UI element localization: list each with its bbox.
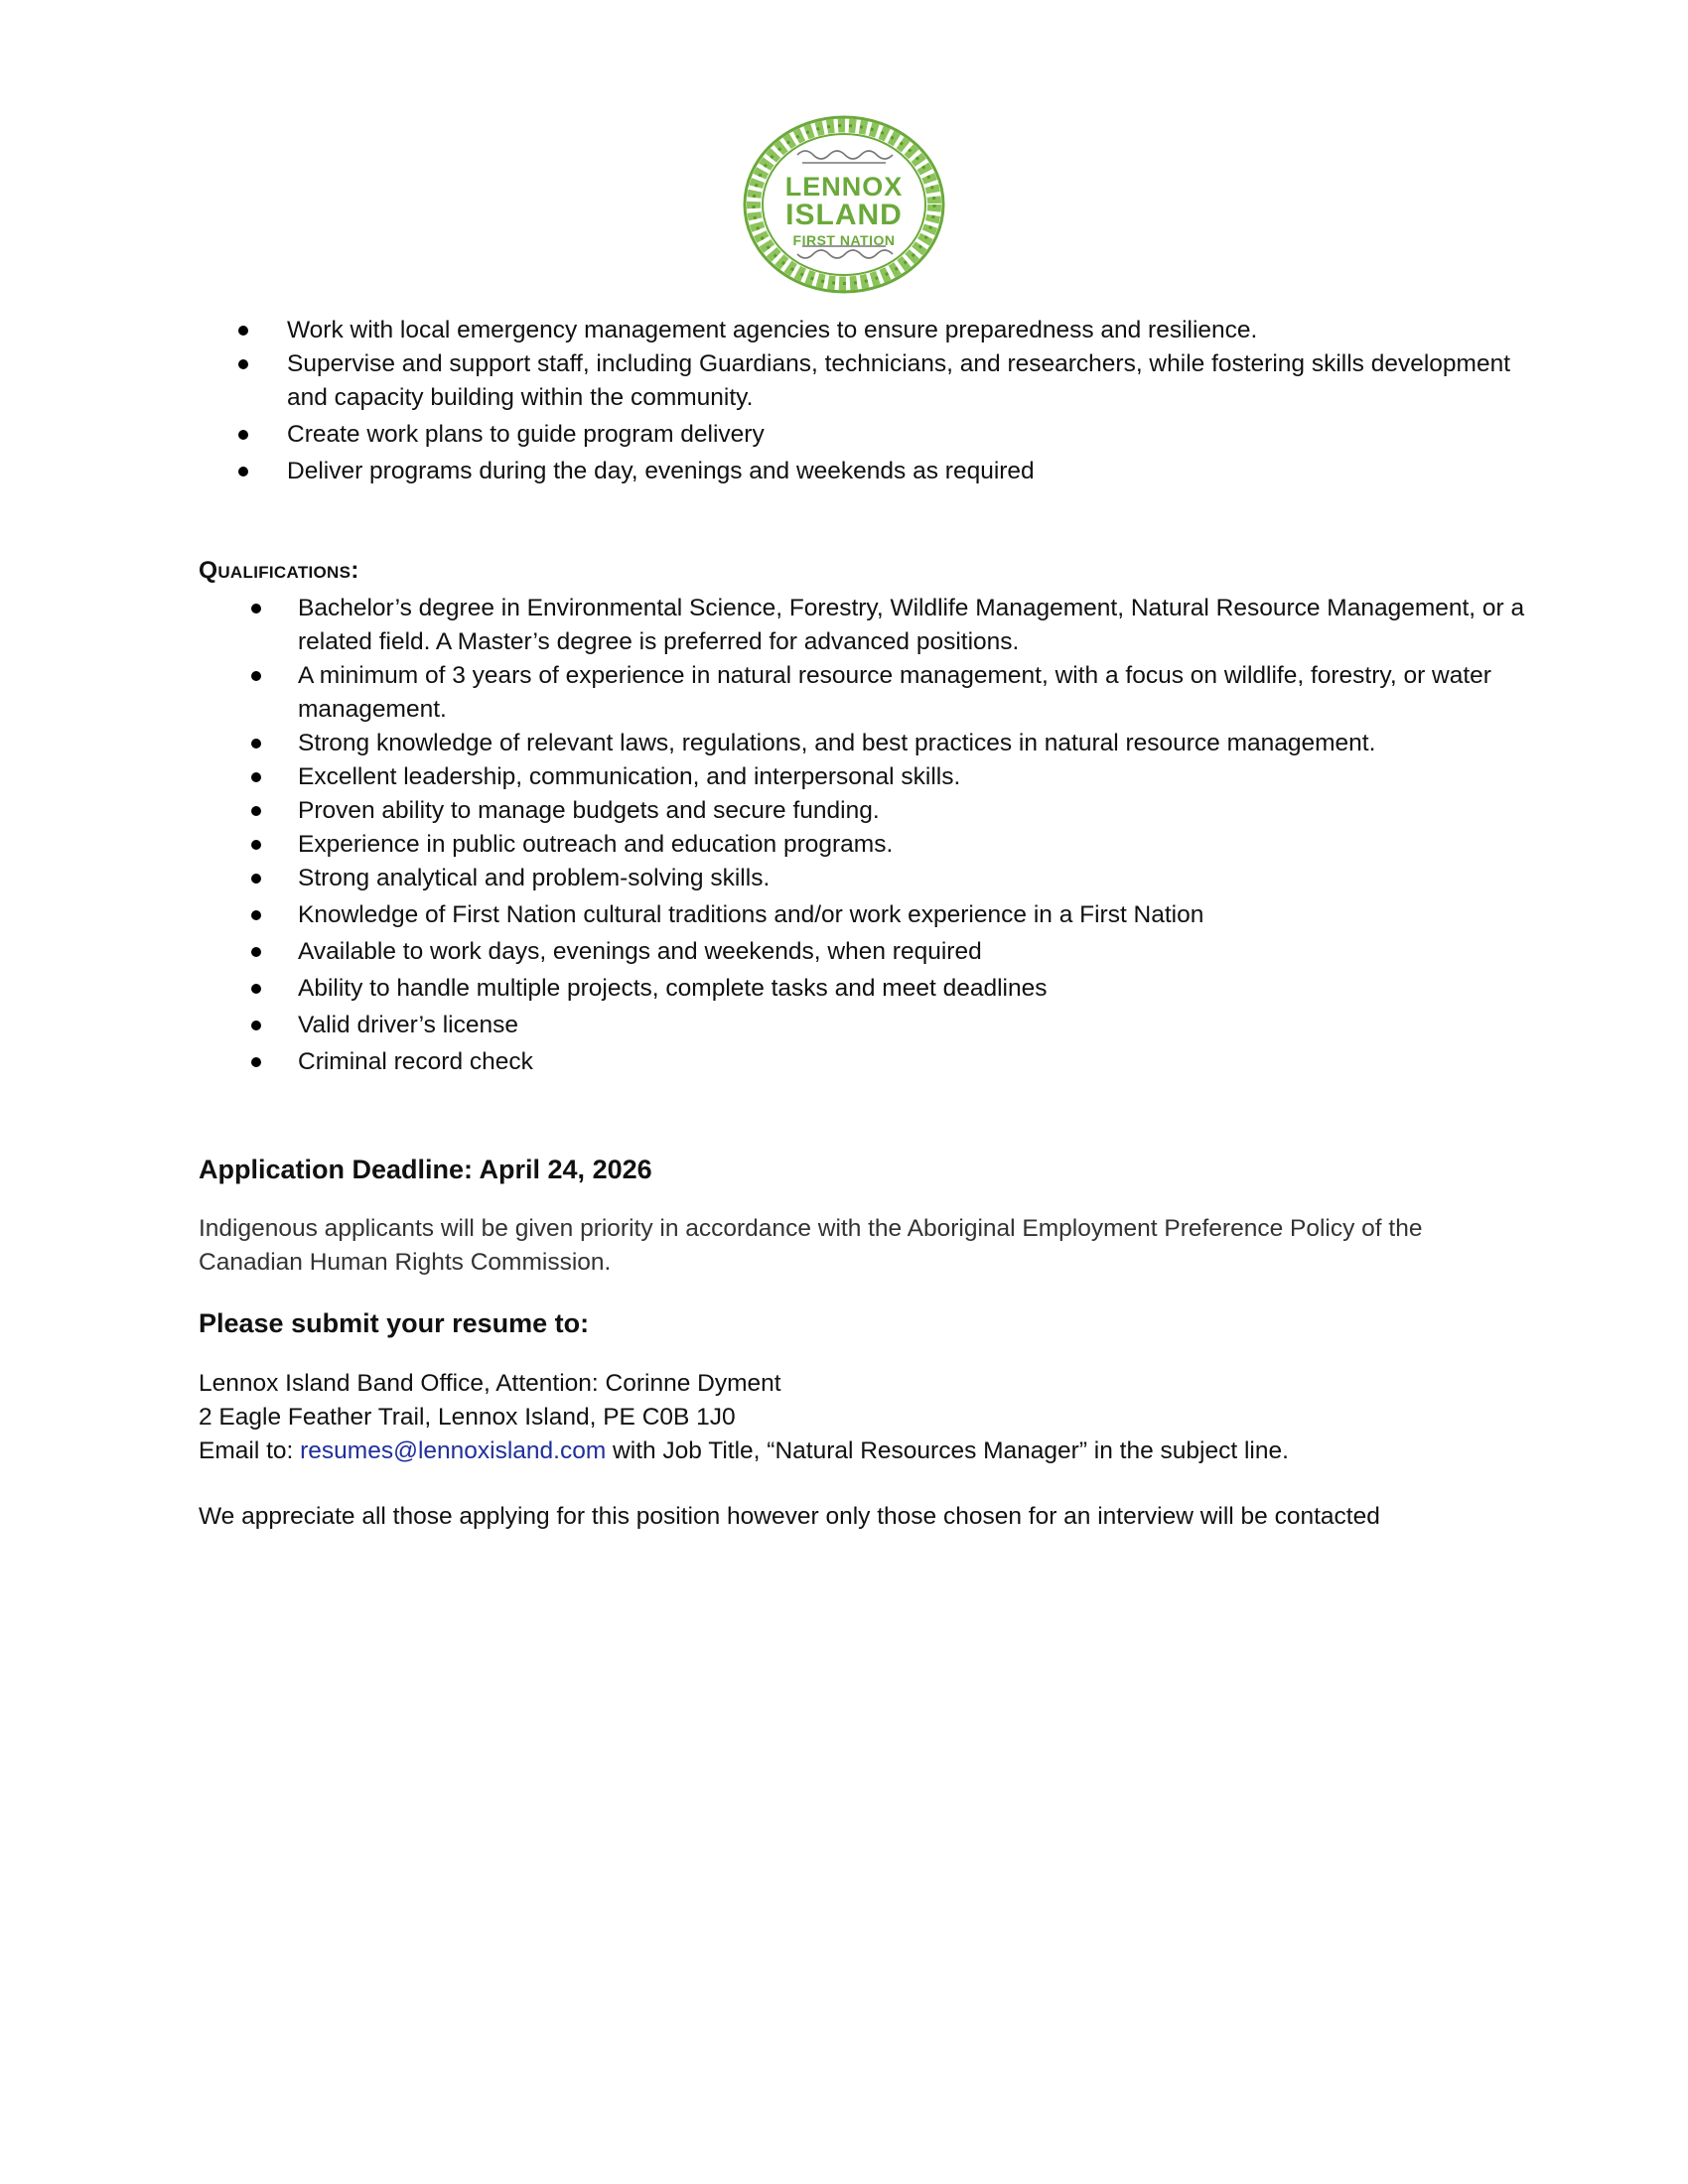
closing-statement: We appreciate all those applying for this position however only those chosen for an interview will be contacted <box>199 1503 1380 1530</box>
qualification-text: Valid driver’s license <box>298 1012 518 1038</box>
qualification-text: Strong analytical and problem-solving skills. <box>298 865 771 891</box>
bullet-icon <box>251 1057 261 1067</box>
qualification-text: Knowledge of First Nation cultural traditions and/or work experience in a First Nation <box>298 901 1204 928</box>
bullet-icon <box>251 984 261 994</box>
bullet-icon <box>251 739 261 749</box>
indigenous-priority-note: Indigenous applicants will be given priority in accordance with the Aboriginal Employment Preference Policy of the Canadian Human Rights Commission. <box>199 1215 1423 1276</box>
qualification-text: Available to work days, evenings and weekends, when required <box>298 938 982 965</box>
contact-address <box>199 1367 1529 1468</box>
list-item <box>298 760 1529 794</box>
qualification-text: Proven ability to manage budgets and secure funding. <box>298 797 880 824</box>
bullet-icon <box>238 359 248 369</box>
logo-text-island: ISLAND <box>785 199 903 231</box>
submit-heading: Please submit your resume to: <box>199 1308 590 1338</box>
bullet-icon <box>251 1021 261 1030</box>
bullet-icon <box>251 806 261 816</box>
list-item <box>298 898 1529 932</box>
list-item <box>287 347 1518 415</box>
list-item <box>298 727 1529 760</box>
lennox-island-logo <box>743 115 945 294</box>
qualification-text: Criminal record check <box>298 1048 533 1075</box>
bullet-icon <box>238 467 248 477</box>
bullet-icon <box>251 772 261 782</box>
application-deadline: Application Deadline: April 24, 2026 <box>199 1155 652 1184</box>
bullet-icon <box>251 604 261 614</box>
duty-text: Work with local emergency management agencies to ensure preparedness and resilience. <box>287 317 1258 343</box>
list-item <box>287 418 1518 452</box>
list-item <box>298 935 1529 969</box>
list-item <box>298 1009 1529 1042</box>
qualification-text: Experience in public outreach and education programs. <box>298 831 894 858</box>
bullet-icon <box>251 910 261 920</box>
list-item <box>298 1045 1529 1079</box>
bullet-icon <box>251 947 261 957</box>
address-line-office: Lennox Island Band Office, Attention: Corinne Dyment <box>199 1370 781 1397</box>
list-item <box>298 592 1529 659</box>
email-link[interactable]: resumes@lennoxisland.com <box>300 1437 607 1464</box>
bullet-icon <box>251 874 261 884</box>
logo-text-first-nation: FIRST NATION <box>792 232 896 248</box>
list-item <box>287 314 1518 347</box>
address-line-street: 2 Eagle Feather Trail, Lennox Island, PE C0B 1J0 <box>199 1404 736 1431</box>
email-suffix: with Job Title, “Natural Resources Manager” in the subject line. <box>606 1437 1289 1464</box>
qualification-text: Strong knowledge of relevant laws, regulations, and best practices in natural resource management. <box>298 730 1376 756</box>
qualification-text: Excellent leadership, communication, and interpersonal skills. <box>298 763 961 790</box>
qualification-text: Ability to handle multiple projects, complete tasks and meet deadlines <box>298 975 1048 1002</box>
email-line <box>199 1434 1529 1468</box>
bullet-icon <box>251 671 261 681</box>
duties-list <box>287 314 1518 488</box>
duty-text: Deliver programs during the day, evenings and weekends as required <box>287 458 1035 484</box>
qualification-text: A minimum of 3 years of experience in natural resource management, with a focus on wildlife, forestry, or water management. <box>298 662 1491 723</box>
list-item <box>298 794 1529 828</box>
qualifications-heading: Qualifications: <box>199 557 359 584</box>
duty-text: Create work plans to guide program delivery <box>287 421 765 448</box>
list-item <box>298 659 1529 727</box>
list-item <box>298 972 1529 1006</box>
list-item <box>298 862 1529 895</box>
list-item <box>287 455 1518 488</box>
qualification-text: Bachelor’s degree in Environmental Science, Forestry, Wildlife Management, Natural Resource Management, or a related field. A Master’s degree is preferred for advanced positions. <box>298 595 1525 655</box>
bullet-icon <box>238 430 248 440</box>
bullet-icon <box>238 326 248 336</box>
duty-text: Supervise and support staff, including Guardians, technicians, and researchers, while fostering skills development and capacity building within the community. <box>287 350 1511 411</box>
bullet-icon <box>251 840 261 850</box>
list-item <box>298 828 1529 862</box>
qualifications-list <box>298 592 1529 1079</box>
email-prefix: Email to: <box>199 1437 301 1464</box>
logo-text-lennox: LENNOX <box>784 172 904 202</box>
